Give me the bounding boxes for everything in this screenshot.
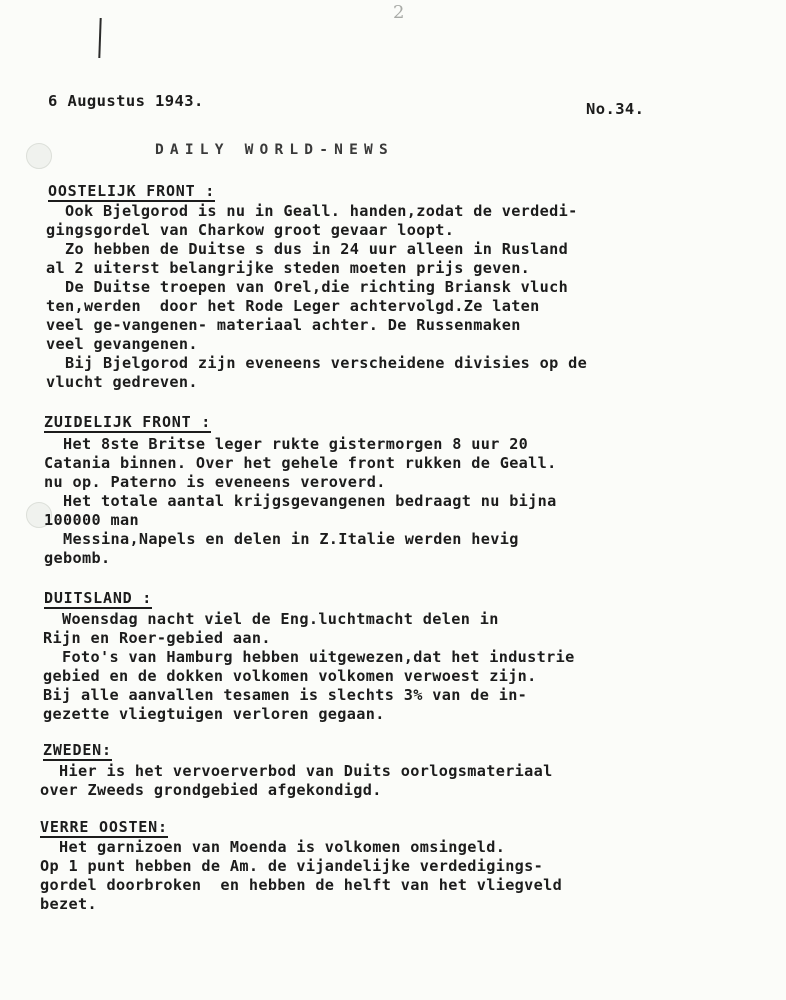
text-line: Woensdag nacht viel de Eng.luchtmacht delen in xyxy=(43,610,499,628)
section-title-zweden: ZWEDEN: xyxy=(43,741,112,759)
text-line: gezette vliegtuigen verloren gegaan. xyxy=(43,705,385,723)
text-line: gingsgordel van Charkow groot gevaar loopt. xyxy=(46,221,455,239)
section-title-oostelijk-front: OOSTELIJK FRONT : xyxy=(48,182,216,200)
text-line: Ook Bjelgorod is nu in Geall. handen,zodat de verdedi- xyxy=(46,202,578,220)
text-line: bezet. xyxy=(40,895,97,913)
text-line: Messina,Napels en delen in Z.Italie werden hevig xyxy=(44,530,519,548)
page-number-mark: 2 xyxy=(393,2,405,23)
section-title-zuidelijk-front: ZUIDELIJK FRONT : xyxy=(44,413,212,431)
text-line: Bij Bjelgorod zijn eveneens verscheidene divisies op de xyxy=(46,354,588,372)
section-body-zweden xyxy=(40,762,553,800)
text-line: gebomb. xyxy=(44,549,111,567)
text-line: veel ge-vangenen- materiaal achter. De Russenmaken xyxy=(46,316,521,334)
section-body-verre-oosten xyxy=(40,838,562,914)
text-line: gebied en de dokken volkomen volkomen verwoest zijn. xyxy=(43,667,537,685)
section-title-duitsland: DUITSLAND : xyxy=(44,589,153,607)
text-line: Foto's van Hamburg hebben uitgewezen,dat het industrie xyxy=(43,648,575,666)
text-line: Bij alle aanvallen tesamen is slechts 3% van de in- xyxy=(43,686,528,704)
text-line: Het garnizoen van Moenda is volkomen omsingeld. xyxy=(40,838,506,856)
section-body-oostelijk-front xyxy=(46,202,587,392)
text-line: vlucht gedreven. xyxy=(46,373,198,391)
text-line: Op 1 punt hebben de Am. de vijandelijke verdedigings- xyxy=(40,857,544,875)
text-line: Zo hebben de Duitse s dus in 24 uur alleen in Rusland xyxy=(46,240,569,258)
text-line: al 2 uiterst belangrijke steden moeten prijs geven. xyxy=(46,259,531,277)
text-line: Rijn en Roer-gebied aan. xyxy=(43,629,271,647)
text-line: Hier is het vervoerverbod van Duits oorlogsmateriaal xyxy=(40,762,553,780)
section-body-duitsland xyxy=(43,610,575,724)
binder-hole xyxy=(26,143,52,169)
text-line: De Duitse troepen van Orel,die richting Briansk vluch xyxy=(46,278,569,296)
bulletin-date: 6 Augustus 1943. xyxy=(48,92,204,110)
text-line: Het 8ste Britse leger rukte gistermorgen 8 uur 20 xyxy=(44,435,529,453)
text-line: nu op. Paterno is eveneens veroverd. xyxy=(44,473,386,491)
pen-mark xyxy=(98,18,101,58)
text-line: veel gevangenen. xyxy=(46,335,198,353)
section-title-verre-oosten: VERRE OOSTEN: xyxy=(40,818,168,836)
text-line: 100000 man xyxy=(44,511,139,529)
text-line: gordel doorbroken en hebben de helft van het vliegveld xyxy=(40,876,563,894)
bulletin-number: No.34. xyxy=(586,100,645,118)
text-line: Het totale aantal krijgsgevangenen bedraagt nu bijna xyxy=(44,492,557,510)
text-line: Catania binnen. Over het gehele front rukken de Geall. xyxy=(44,454,557,472)
bulletin-headline: DAILY WORLD-NEWS xyxy=(155,142,394,158)
section-body-zuidelijk-front xyxy=(44,435,557,568)
text-line: over Zweeds grondgebied afgekondigd. xyxy=(40,781,382,799)
text-line: ten,werden door het Rode Leger achtervolgd.Ze laten xyxy=(46,297,540,315)
